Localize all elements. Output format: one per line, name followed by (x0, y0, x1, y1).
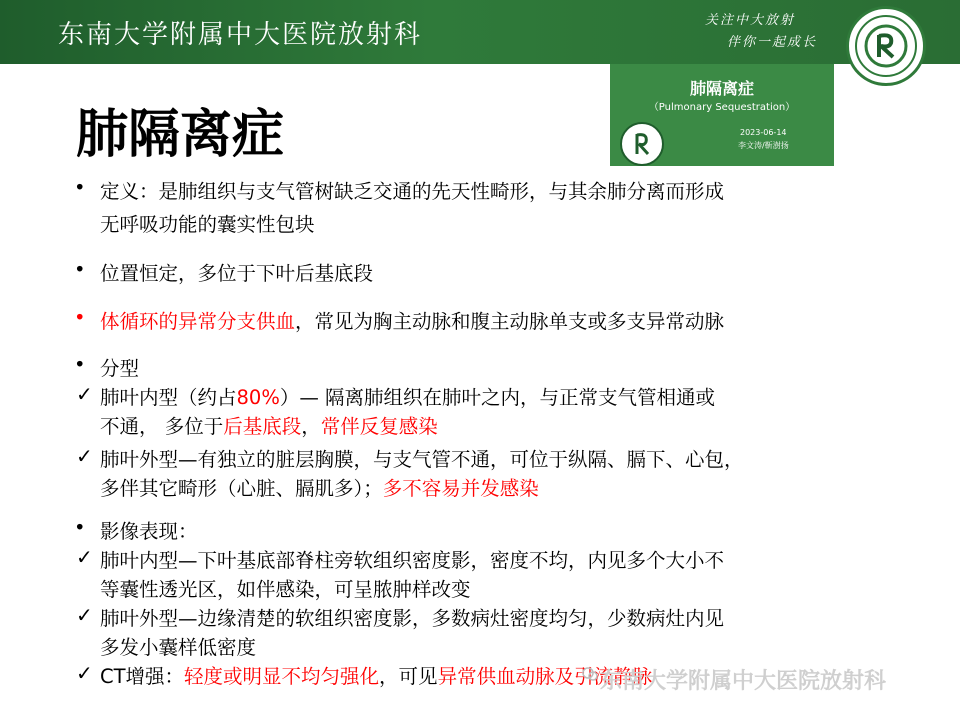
bullet-marker: • (74, 258, 86, 281)
body-text: 肺叶内型—下叶基底部脊柱旁软组织密度影，密度不均，内见多个大小不 (100, 549, 725, 572)
page-title: 肺隔离症 (76, 105, 285, 165)
line-text (100, 545, 724, 573)
body-text: 影像表现： (100, 520, 198, 543)
thumbnail-title: 肺隔离症 (689, 79, 754, 98)
body-text: 多伴其它畸形（心脏、膈肌多）； (100, 477, 383, 500)
highlight-text: 后基底段 (223, 415, 302, 438)
body-text: 不通， 多位于 (100, 415, 224, 438)
line-text (100, 574, 471, 602)
highlight-text: 轻度或明显不均匀强化 (184, 665, 380, 688)
line-text (100, 473, 539, 501)
header-banner (0, 0, 960, 64)
line-text (100, 258, 373, 286)
cover-thumbnail (610, 64, 834, 166)
bullet-marker: • (74, 353, 86, 376)
highlight-text: 多不容易并发感染 (382, 477, 539, 500)
highlight-text: 体循环的异常分支供血 (100, 310, 296, 333)
org-title: 东南大学附属中大医院放射科 (58, 20, 423, 50)
line-text (100, 353, 139, 381)
thumbnail-subtitle: （Pulmonary Sequestration） (648, 102, 796, 113)
line-text (100, 306, 724, 334)
thumbnail-logo-icon (620, 122, 664, 166)
body-text: 无呼吸功能的囊实性包块 (100, 213, 315, 236)
line-text (100, 632, 256, 660)
line-text (100, 382, 715, 410)
slogan (705, 10, 817, 54)
wechat-icon (582, 666, 598, 682)
slogan-line-1: 关注中大放射 (705, 13, 796, 28)
body-text: 多发小囊样低密度 (100, 636, 257, 659)
line-text (100, 176, 724, 204)
bullet-marker: • (74, 306, 86, 329)
thumbnail-author: 李文涛/靳澍扬 (738, 141, 789, 150)
check-icon: ✓ (76, 444, 93, 468)
watermark: 东南大学附属中大医院放射科 (600, 669, 887, 694)
body-text: 肺叶外型—边缘清楚的软组织密度影，多数病灶密度均匀，少数病灶内见 (100, 607, 725, 630)
body-text: 肺叶外型—有独立的脏层胸膜，与支气管不通，可位于纵隔、膈下、心包， (100, 448, 744, 471)
line-text (100, 603, 724, 631)
body-text: 肺叶内型（约占 (100, 386, 237, 409)
line-text (100, 444, 744, 472)
check-icon: ✓ (76, 382, 93, 406)
hospital-logo-icon (846, 6, 926, 86)
body-text: ，可见 (379, 665, 438, 688)
bullet-marker: • (74, 176, 86, 199)
line-text (100, 411, 438, 439)
check-icon: ✓ (76, 603, 93, 627)
line-text (100, 661, 652, 689)
check-icon: ✓ (76, 661, 93, 685)
body-text: ，常见为胸主动脉和腹主动脉单支或多支异常动脉 (295, 310, 725, 333)
body-text: 等囊性透光区，如伴感染，可呈脓肿样改变 (100, 578, 471, 601)
body-text: 位置恒定，多位于下叶后基底段 (100, 262, 374, 285)
body-text: 分型 (100, 357, 140, 380)
line-text (100, 516, 198, 544)
thumbnail-date: 2023-06-14 (740, 128, 787, 137)
highlight-text: 异常供血动脉及引流静脉 (437, 665, 653, 688)
highlight-text: 80% (236, 386, 280, 409)
body-text: ）— 隔离肺组织在肺叶之内，与正常支气管相通或 (279, 386, 716, 409)
body-text: ， (301, 415, 321, 438)
body-text: 定义：是肺组织与支气管树缺乏交通的先天性畸形，与其余肺分离而形成 (100, 180, 725, 203)
body-text: CT增强： (100, 665, 185, 688)
bullet-marker: • (74, 516, 86, 539)
check-icon: ✓ (76, 545, 93, 569)
line-text (100, 209, 315, 237)
slogan-line-2: 伴你一起成长 (727, 35, 818, 50)
highlight-text: 常伴反复感染 (320, 415, 438, 438)
